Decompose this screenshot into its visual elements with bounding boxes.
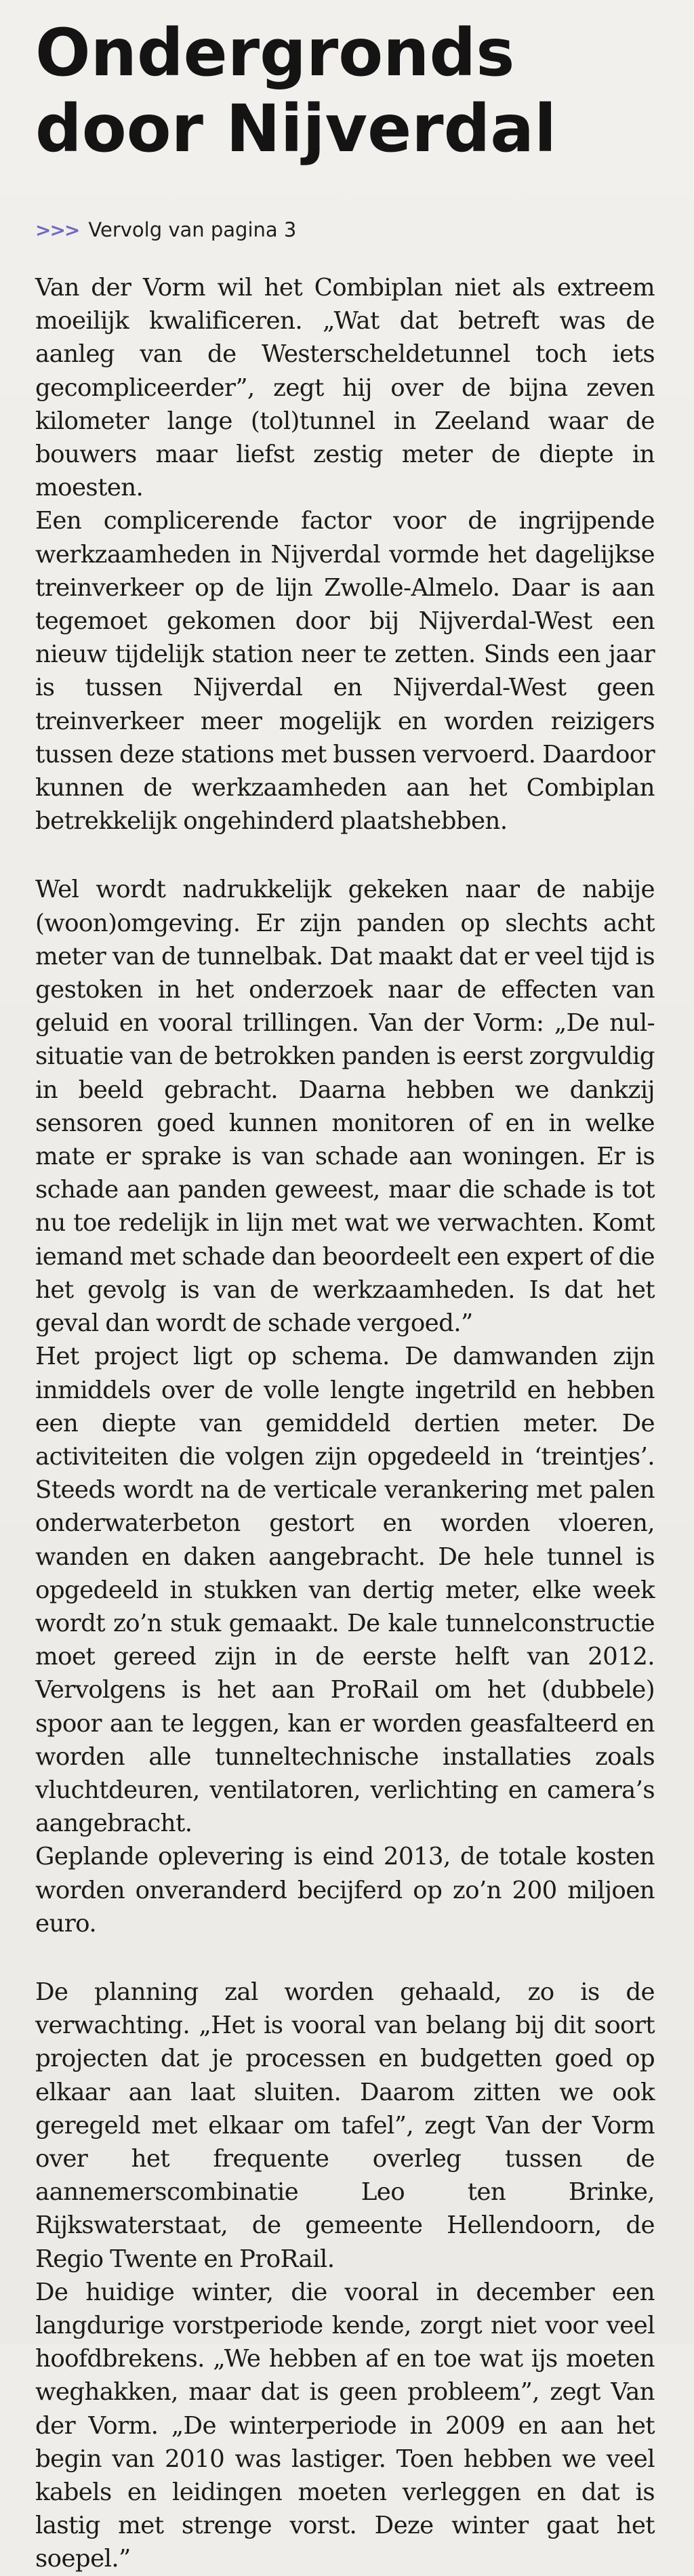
continued-from-text: Vervolg van pagina 3 [88,218,297,241]
continued-arrows-icon: >>> [35,218,79,241]
continued-from-line [35,218,655,241]
paragraph-3: Wel wordt nadrukkelijk gekeken naar de nabije (woon)omgeving. Er zijn panden op slechts acht meter van de tunnelbak. Dat maakt dat er veel tijd is gestoken in het onderzoek naar de effecten van geluid en vooral trillingen. Van der Vorm: „De nul-situatie van de betrokken panden is eerst zorgvuldig in beeld gebracht. Daarna hebben we dankzij sensoren goed kunnen monitoren of en in welke mate er sprake is van schade aan woningen. Er is schade aan panden geweest, maar die schade is tot nu toe redelijk in lijn met wat we verwachten. Komt iemand met schade dan beoordeelt een expert of die het gevolg is van de werkzaamheden. Is dat het geval dan wordt de schade vergoed.” [35,876,655,1338]
headline-line-2: door Nijverdal [35,91,556,167]
paragraph-1: Van der Vorm wil het Combiplan niet als extreem moeilijk kwalificeren. „Wat dat betreft was de aanleg van de Westerscheldetunnel toch iets gecompliceerder”, zegt hij over de bijna zeven kilometer lange (tol)tunnel in Zeeland waar de bouwers maar liefst zestig meter de diepte in moesten. [35,274,655,502]
paragraph-4: Het project ligt op schema. De damwanden zijn inmiddels over de volle lengte ingetrild en hebben een diepte van gemiddeld dertien meter. De activiteiten die volgen zijn opgedeeld in ‘treintjes’. Steeds wordt na de verticale verankering met palen onderwaterbeton gestort en worden vloeren, wanden en daken aangebracht. De hele tunnel is opgedeeld in stukken van dertig meter, elke week wordt zo’n stuk gemaakt. De kale tunnelconstructie moet gereed zijn in de eerste helft van 2012. Vervolgens is het aan ProRail om het (dubbele) spoor aan te leggen, kan er worden geasfalteerd en worden alle tunneltechnische installaties zoals vluchtdeuren, ventilatoren, verlichting en camera’s aangebracht. [35,1343,655,1838]
paragraph-5: Geplande oplevering is eind 2013, de totale kosten worden onveranderd becijferd op zo’n 200 miljoen euro. [35,1843,655,1938]
paragraph-7: De huidige winter, die vooral in december een langdurige vorstperiode kende, zorgt niet voor veel hoofdbrekens. „We hebben af en toe wat ijs moeten weghakken, maar dat is geen probleem”, zegt Van der Vorm. „De winterperiode in 2009 en aan het begin van 2010 was lastiger. Toen hebben we veel kabels en leidingen moeten verleggen en dat is lastig met strenge vorst. Deze winter gaat het soepel.” [35,2278,655,2573]
headline-line-1: Ondergronds [35,15,515,91]
paragraph-6: De planning zal worden gehaald, zo is de verwachting. „Het is vooral van belang bij dit soort projecten dat je processen en budgetten goed op elkaar aan laat sluiten. Daarom zitten we ook geregeld met elkaar om tafel”, zegt Van der Vorm over het frequente overleg tussen de aannemerscombinatie Leo ten Brinke, Rijkswaterstaat, de gemeente Hellendoorn, de Regio Twente en ProRail. [35,1978,655,2273]
article-body [35,271,655,2576]
headline [35,15,655,167]
paragraph-2: Een complicerende factor voor de ingrijpende werkzaamheden in Nijverdal vormde het dagelijkse treinverkeer op de lijn Zwolle-Almelo. Daar is aan tegemoet gekomen door bij Nijverdal-West een nieuw tijdelijk station neer te zetten. Sinds een jaar is tussen Nijverdal en Nijverdal-West geen treinverkeer meer mogelijk en worden reizigers tussen deze stations met bussen vervoerd. Daardoor kunnen de werkzaamheden aan het Combiplan betrekkelijk ongehinderd plaatshebben. [35,507,655,836]
